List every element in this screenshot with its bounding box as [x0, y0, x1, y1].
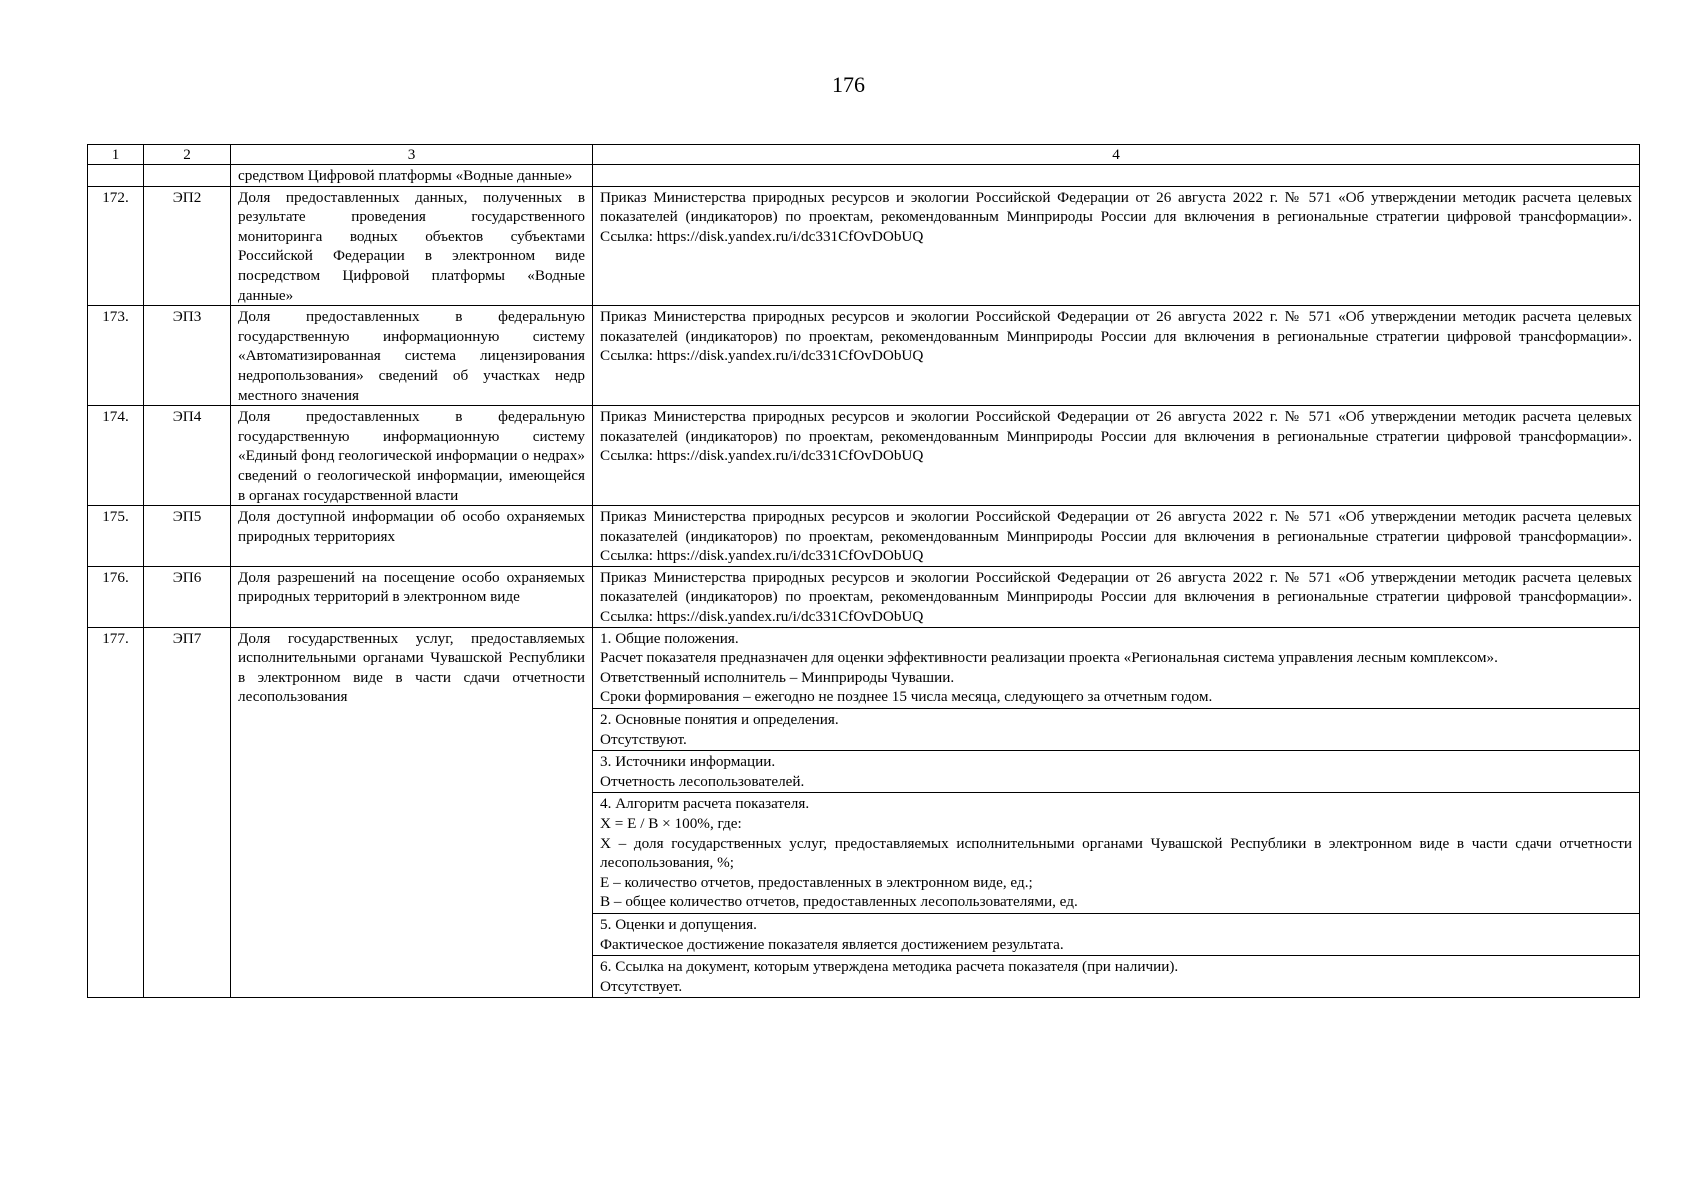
- section-line: Расчет показателя предназначен для оценки эффективности реализации проекта «Региональная система управления лесным комплексом».: [600, 649, 1498, 667]
- methodology-text: Приказ Министерства природных ресурсов и экологии Российской Федерации от 26 августа 2022 г. № 571 «Об утверждении методик расчета целевых показателей (индикаторов) по проектам, рекомендованным Минприроды России для включения в региональные стратегии цифровой трансформации». Ссылка: https://disk.yandex.ru/i/dc331CfOvDObUQ: [593, 566, 1640, 627]
- continuation-num: [88, 165, 144, 187]
- continuation-method: [593, 165, 1640, 187]
- indicator-code: ЭП4: [144, 406, 231, 506]
- row-number: 176.: [88, 566, 144, 627]
- row-number: 173.: [88, 306, 144, 406]
- row-number: 172.: [88, 186, 144, 306]
- table-row: [88, 627, 1640, 998]
- section-title: 5. Оценки и допущения.: [600, 915, 757, 933]
- section-document-link: [593, 955, 1639, 997]
- continuation-name: средством Цифровой платформы «Водные данные»: [231, 165, 593, 187]
- section-line: Фактическое достижение показателя является достижением результата.: [600, 935, 1064, 953]
- indicator-name: Доля разрешений на посещение особо охраняемых природных территорий в электронном виде: [231, 566, 593, 627]
- indicator-code: ЭП2: [144, 186, 231, 306]
- table-row: [88, 506, 1640, 567]
- section-line: Ответственный исполнитель – Минприроды Чувашии.: [600, 668, 955, 686]
- methodology-text: Приказ Министерства природных ресурсов и экологии Российской Федерации от 26 августа 2022 г. № 571 «Об утверждении методик расчета целевых показателей (индикаторов) по проектам, рекомендованным Минприроды России для включения в региональные стратегии цифровой трансформации». Ссылка: https://disk.yandex.ru/i/dc331CfOvDObUQ: [593, 406, 1640, 506]
- section-line: Отчетность лесопользователей.: [600, 772, 805, 790]
- header-col-3: 3: [231, 145, 593, 165]
- section-definitions: [593, 708, 1639, 750]
- section-line: B – общее количество отчетов, предоставленных лесопользователями, ед.: [600, 893, 1078, 911]
- indicator-code: ЭП5: [144, 506, 231, 567]
- indicator-name: Доля государственных услуг, предоставляемых исполнительными органами Чувашской Республики в электронном виде в части сдачи отчетности лесопользования: [231, 627, 593, 998]
- table-row: [88, 306, 1640, 406]
- indicator-code: ЭП6: [144, 566, 231, 627]
- methodology-sections: [593, 627, 1640, 998]
- header-col-2: 2: [144, 145, 231, 165]
- section-sources: [593, 750, 1639, 792]
- section-assumptions: [593, 913, 1639, 955]
- section-title: 4. Алгоритм расчета показателя.: [600, 795, 810, 813]
- section-line: Отсутствуют.: [600, 730, 687, 748]
- page-number: 176: [832, 72, 865, 97]
- section-title: 2. Основные понятия и определения.: [600, 711, 839, 729]
- section-general: [593, 628, 1639, 708]
- continuation-code: [144, 165, 231, 187]
- row-number: 174.: [88, 406, 144, 506]
- indicator-name: Доля доступной информации об особо охраняемых природных территориях: [231, 506, 593, 567]
- methodology-text: Приказ Министерства природных ресурсов и экологии Российской Федерации от 26 августа 2022 г. № 571 «Об утверждении методик расчета целевых показателей (индикаторов) по проектам, рекомендованным Минприроды России для включения в региональные стратегии цифровой трансформации». Ссылка: https://disk.yandex.ru/i/dc331CfOvDObUQ: [593, 306, 1640, 406]
- section-title: 3. Источники информации.: [600, 753, 776, 771]
- section-line: Отсутствует.: [600, 977, 683, 995]
- indicator-code: ЭП7: [144, 627, 231, 998]
- section-title: 6. Ссылка на документ, которым утверждена методика расчета показателя (при наличии).: [600, 958, 1179, 976]
- indicators-table: [87, 144, 1640, 998]
- indicator-name: Доля предоставленных данных, полученных в результате проведения государственного мониторинга водных объектов субъектами Российской Федерации в электронном виде посредством Цифровой платформы «Водные данные»: [231, 186, 593, 306]
- section-line: E – количество отчетов, предоставленных в электронном виде, ед.;: [600, 873, 1033, 891]
- section-algorithm: [593, 792, 1639, 913]
- row-number: 177.: [88, 627, 144, 998]
- table-row: [88, 186, 1640, 306]
- section-line: X – доля государственных услуг, предоставляемых исполнительными органами Чувашской Республики в электронном виде в части сдачи отчетности лесопользования, %;: [600, 834, 1632, 872]
- table-row: [88, 566, 1640, 627]
- row-number: 175.: [88, 506, 144, 567]
- methodology-text: Приказ Министерства природных ресурсов и экологии Российской Федерации от 26 августа 2022 г. № 571 «Об утверждении методик расчета целевых показателей (индикаторов) по проектам, рекомендованным Минприроды России для включения в региональные стратегии цифровой трансформации». Ссылка: https://disk.yandex.ru/i/dc331CfOvDObUQ: [593, 506, 1640, 567]
- section-line: Сроки формирования – ежегодно не позднее 15 числа месяца, следующего за отчетным годом.: [600, 688, 1213, 706]
- header-col-4: 4: [593, 145, 1640, 165]
- indicator-name: Доля предоставленных в федеральную государственную информационную систему «Автоматизированная система лицензирования недропользования» сведений об участках недр местного значения: [231, 306, 593, 406]
- header-col-1: 1: [88, 145, 144, 165]
- continuation-row: [88, 165, 1640, 187]
- indicator-name: Доля предоставленных в федеральную государственную информационную систему «Единый фонд геологической информации о недрах» сведений о геологической информации, имеющейся в органах государственной власти: [231, 406, 593, 506]
- indicator-code: ЭП3: [144, 306, 231, 406]
- formula: X = E / B × 100%, где:: [600, 815, 742, 832]
- table-header-row: [88, 145, 1640, 165]
- methodology-text: Приказ Министерства природных ресурсов и экологии Российской Федерации от 26 августа 2022 г. № 571 «Об утверждении методик расчета целевых показателей (индикаторов) по проектам, рекомендованным Минприроды России для включения в региональные стратегии цифровой трансформации». Ссылка: https://disk.yandex.ru/i/dc331CfOvDObUQ: [593, 186, 1640, 306]
- section-title: 1. Общие положения.: [600, 629, 739, 647]
- table-row: [88, 406, 1640, 506]
